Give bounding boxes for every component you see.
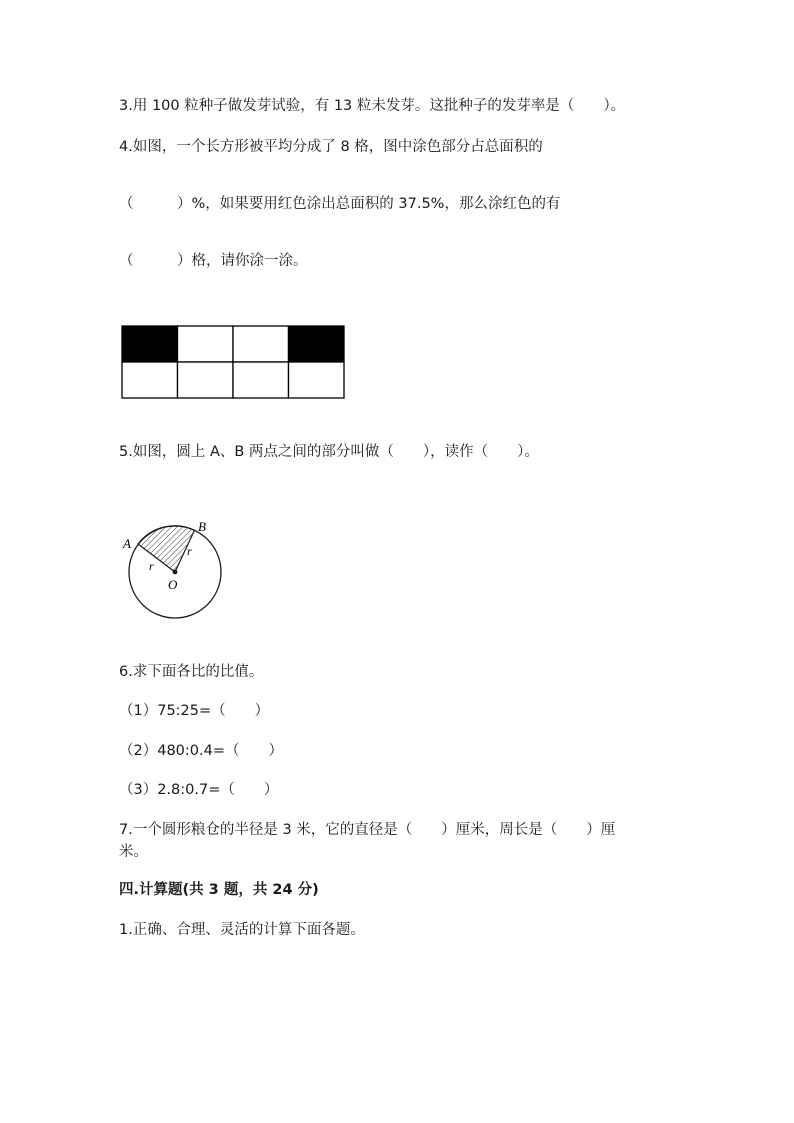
question-6-item-3: （3）2.8:0.7=（ ） [119,782,279,798]
question-6-item-2: （2）480:0.4=（ ） [119,743,283,759]
section-4-question-1: 1.正确、合理、灵活的计算下面各题。 [119,922,365,938]
question-4-line-3: （ ）格，请你涂一涂。 [119,253,308,269]
grid-cell-shaded [122,326,178,362]
question-7-line-2: 米。 [119,844,148,860]
question-4-line-1: 4.如图，一个长方形被平均分成了 8 格，图中涂色部分占总面积的 [119,139,543,155]
section-4-title: 四.计算题(共 3 题，共 24 分) [119,882,319,898]
grid-cell [233,326,289,362]
question-5: 5.如图，圆上 A、B 两点之间的部分叫做（ ），读作（ ）。 [119,444,539,460]
circle-sector-figure [115,515,230,625]
label-o: O [168,577,178,592]
grid-cell [289,362,345,398]
label-a: A [123,536,131,551]
question-3: 3.用 100 粒种子做发芽试验，有 13 粒未发芽。这批种子的发芽率是（ ）。 [119,98,626,114]
question-6-title: 6.求下面各比的比值。 [119,664,264,680]
label-r-left: r [149,559,154,573]
rectangle-grid-figure [121,325,347,401]
grid-cell [178,326,234,362]
grid-cell [178,362,234,398]
grid-cell [122,362,178,398]
grid-cell [233,362,289,398]
question-6-item-1: （1）75:25=（ ） [119,703,270,719]
label-b: B [198,519,206,534]
question-4-line-2: （ ）%，如果要用红色涂出总面积的 37.5%，那么涂红色的有 [119,196,561,212]
question-7-line-1: 7.一个圆形粮仓的半径是 3 米，它的直径是（ ）厘米，周长是（ ）厘 [119,822,616,838]
grid-cell-shaded [289,326,345,362]
center-point [173,570,178,575]
label-r-right: r [187,544,192,558]
